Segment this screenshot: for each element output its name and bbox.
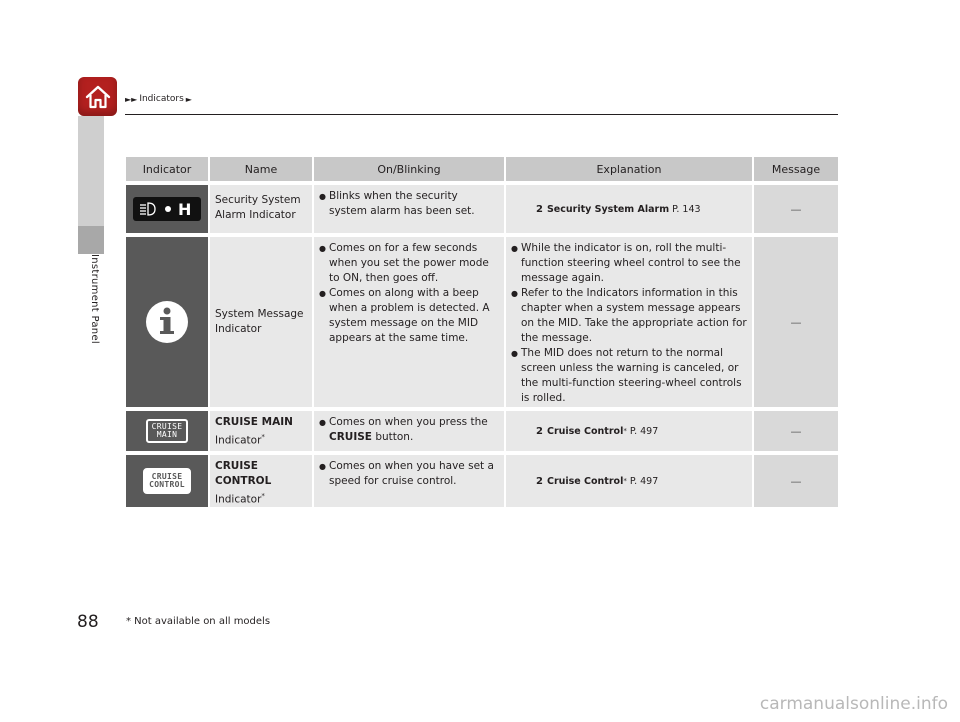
bullet-text: ● Blinks when the security system alarm has been set. bbox=[319, 189, 499, 219]
home-icon bbox=[83, 82, 113, 112]
badge-line: CRUISE bbox=[151, 422, 183, 431]
bullet-text bbox=[319, 415, 499, 445]
breadcrumb-item-indicators[interactable]: Indicators bbox=[139, 94, 184, 104]
indicator-table bbox=[126, 157, 838, 507]
name-text: CRUISE CONTROL bbox=[215, 460, 272, 487]
watermark: carmanualsonline.info bbox=[759, 694, 948, 714]
bullet-text: ● Refer to the Indicators information in this chapter when a system message appears on the MID. Take the appropriate action for the message. bbox=[511, 286, 747, 346]
on-blinking-cell bbox=[314, 237, 506, 407]
cruise-main-icon bbox=[146, 419, 189, 443]
bullet-text: ● Comes on when you have set a speed for cruise control. bbox=[319, 459, 499, 489]
badge-line: MAIN bbox=[156, 430, 178, 439]
header-message: Message bbox=[771, 162, 821, 176]
indicator-cell bbox=[126, 237, 210, 407]
bullet-text: ● Comes on for a few seconds when you set the power mode to ON, then goes off. bbox=[319, 241, 499, 286]
bullet-text: ● The MID does not return to the normal screen unless the warning is canceled, or the multi-function steering-wheel controls is rolled. bbox=[511, 346, 747, 406]
reference-page: P. 497 bbox=[629, 475, 659, 487]
footnote-star: * bbox=[623, 476, 627, 485]
name-cell bbox=[210, 411, 314, 451]
name-cell: Security System Alarm Indicator bbox=[210, 185, 314, 233]
header-name: Name bbox=[210, 157, 314, 181]
footnote-star: * bbox=[261, 492, 265, 500]
page-number: 88 bbox=[77, 612, 99, 632]
table-row bbox=[126, 411, 838, 451]
on-blinking-cell bbox=[314, 455, 506, 507]
footnote: * Not available on all models bbox=[126, 616, 271, 627]
name-suffix: Indicator bbox=[215, 493, 262, 506]
table-row bbox=[126, 455, 838, 507]
on-blinking-cell bbox=[314, 185, 506, 233]
header-explanation: Explanation bbox=[506, 157, 754, 181]
footnote-star: * bbox=[623, 426, 627, 435]
table-row bbox=[126, 237, 838, 407]
reference-arrow-icon: 2 bbox=[536, 425, 543, 437]
cross-reference-link[interactable] bbox=[536, 202, 701, 217]
side-tab-label: Instrument Panel bbox=[89, 254, 100, 344]
badge-line: CONTROL bbox=[149, 480, 185, 489]
name-text: System Message Indicator bbox=[215, 308, 304, 335]
cruise-control-icon bbox=[143, 468, 191, 494]
cross-reference-link[interactable] bbox=[536, 474, 658, 489]
breadcrumb-arrow-icon: ► bbox=[185, 94, 192, 104]
breadcrumb-arrow-icon: ►► bbox=[125, 94, 138, 104]
indicator-cell bbox=[126, 455, 210, 507]
name-cell bbox=[210, 237, 314, 407]
reference-page: P. 143 bbox=[672, 203, 701, 215]
home-button[interactable] bbox=[78, 77, 117, 116]
explanation-cell bbox=[506, 455, 754, 507]
table-row bbox=[126, 185, 838, 233]
bullet-text: ● Comes on along with a beep when a problem is detected. A system message on the MID appears at the same time. bbox=[319, 286, 499, 346]
table-header bbox=[126, 157, 838, 181]
header-rule bbox=[125, 114, 838, 115]
reference-page: P. 497 bbox=[629, 425, 659, 437]
message-cell: — bbox=[754, 455, 838, 507]
reference-title: Cruise Control bbox=[546, 475, 624, 487]
message-cell: — bbox=[754, 185, 838, 233]
bullet-prefix: Comes on when you press the bbox=[329, 416, 488, 428]
name-suffix: Indicator bbox=[215, 434, 262, 447]
explanation-cell bbox=[506, 411, 754, 451]
footnote-star: * bbox=[261, 433, 265, 441]
bullet-bold: CRUISE bbox=[329, 431, 372, 443]
bullet-text: ● While the indicator is on, roll the multi-function steering wheel control to see the message again. bbox=[511, 241, 747, 286]
header-on-blinking: On/Blinking bbox=[314, 157, 506, 181]
svg-text:H: H bbox=[178, 200, 192, 219]
indicator-cell bbox=[126, 185, 210, 233]
reference-title: Security System Alarm bbox=[546, 203, 670, 215]
reference-arrow-icon: 2 bbox=[536, 203, 543, 215]
header-indicator: Indicator bbox=[126, 157, 210, 181]
system-message-icon bbox=[141, 296, 193, 348]
explanation-cell bbox=[506, 185, 754, 233]
cross-reference-link[interactable] bbox=[536, 424, 658, 439]
message-cell: — bbox=[754, 237, 838, 407]
bullet-suffix: button. bbox=[375, 431, 414, 443]
explanation-cell bbox=[506, 237, 754, 407]
side-tab-active bbox=[78, 226, 104, 254]
badge-line: CRUISE bbox=[151, 472, 183, 481]
breadcrumb bbox=[125, 94, 192, 104]
message-cell: — bbox=[754, 411, 838, 451]
name-text: CRUISE MAIN bbox=[215, 416, 293, 428]
reference-title: Cruise Control bbox=[546, 425, 624, 437]
name-cell bbox=[210, 455, 314, 507]
indicator-cell bbox=[126, 411, 210, 451]
reference-arrow-icon: 2 bbox=[536, 475, 543, 487]
security-alarm-icon bbox=[132, 195, 202, 223]
side-tab-bar bbox=[78, 116, 104, 226]
on-blinking-cell bbox=[314, 411, 506, 451]
